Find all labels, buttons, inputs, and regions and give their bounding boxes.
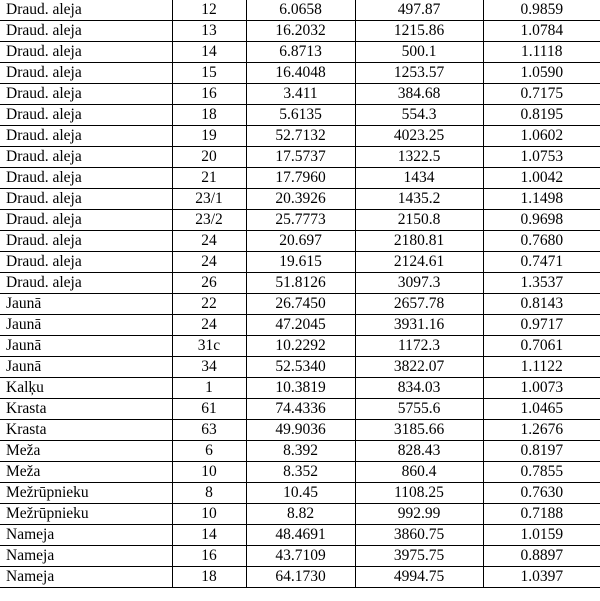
cell-street[interactable]: Nameja [0,546,172,567]
table-row [0,504,600,525]
cell-house-number[interactable]: 12 [172,0,246,21]
cell-street[interactable]: Draud. aleja [0,252,172,273]
cell-house-number[interactable]: 23/2 [172,210,246,231]
cell-street[interactable]: Draud. aleja [0,126,172,147]
cell-ratio[interactable]: 1.1118 [483,42,600,63]
cell-value-a[interactable]: 52.5340 [246,357,355,378]
cell-value-a[interactable]: 26.7450 [246,294,355,315]
table-row [0,126,600,147]
cell-ratio[interactable]: 1.0465 [483,399,600,420]
cell-street[interactable]: Nameja [0,525,172,546]
table-row [0,0,600,21]
table-row [0,189,600,210]
cell-value-b[interactable]: 1172.3 [355,336,483,357]
cell-house-number[interactable]: 31c [172,336,246,357]
cell-house-number[interactable]: 24 [172,315,246,336]
cell-street[interactable]: Draud. aleja [0,42,172,63]
cell-ratio[interactable]: 1.0397 [483,567,600,588]
cell-value-b[interactable]: 1215.86 [355,21,483,42]
table-row [0,567,600,588]
cell-value-a[interactable]: 52.7132 [246,126,355,147]
cell-house-number[interactable]: 19 [172,126,246,147]
cell-value-b[interactable]: 497.87 [355,0,483,21]
table-row [0,42,600,63]
cell-value-a[interactable]: 3.411 [246,84,355,105]
cell-value-b[interactable]: 3860.75 [355,525,483,546]
table-row [0,315,600,336]
cell-value-b[interactable]: 1435.2 [355,189,483,210]
cell-value-a[interactable]: 20.697 [246,231,355,252]
cell-house-number[interactable]: 14 [172,42,246,63]
cell-ratio[interactable]: 1.2676 [483,420,600,441]
cell-value-a[interactable]: 64.1730 [246,567,355,588]
table-row [0,525,600,546]
cell-street[interactable]: Draud. aleja [0,105,172,126]
cell-ratio[interactable]: 1.1122 [483,357,600,378]
table-row [0,168,600,189]
cell-value-a[interactable]: 74.4336 [246,399,355,420]
cell-street[interactable]: Krasta [0,420,172,441]
cell-street[interactable]: Draud. aleja [0,63,172,84]
cell-value-b[interactable]: 3822.07 [355,357,483,378]
cell-ratio[interactable]: 0.7061 [483,336,600,357]
cell-value-a[interactable]: 19.615 [246,252,355,273]
cell-value-a[interactable]: 47.2045 [246,315,355,336]
cell-value-a[interactable]: 10.3819 [246,378,355,399]
cell-ratio[interactable]: 1.1498 [483,189,600,210]
cell-ratio[interactable]: 0.8197 [483,441,600,462]
cell-house-number[interactable]: 23/1 [172,189,246,210]
cell-value-b[interactable]: 3931.16 [355,315,483,336]
table-row [0,462,600,483]
cell-street[interactable]: Jaunā [0,357,172,378]
table-row [0,420,600,441]
cell-ratio[interactable]: 0.7680 [483,231,600,252]
table-row [0,294,600,315]
cell-value-b[interactable]: 834.03 [355,378,483,399]
cell-house-number[interactable]: 18 [172,567,246,588]
cell-street[interactable]: Krasta [0,399,172,420]
cell-value-a[interactable]: 17.5737 [246,147,355,168]
table-row [0,399,600,420]
cell-street[interactable]: Mežrūpnieku [0,483,172,504]
cell-value-b[interactable]: 860.4 [355,462,483,483]
cell-value-a[interactable]: 8.392 [246,441,355,462]
cell-ratio[interactable]: 0.9717 [483,315,600,336]
table-row [0,63,600,84]
cell-street[interactable]: Draud. aleja [0,231,172,252]
cell-value-b[interactable]: 500.1 [355,42,483,63]
cell-house-number[interactable]: 14 [172,525,246,546]
cell-house-number[interactable]: 34 [172,357,246,378]
cell-house-number[interactable]: 24 [172,252,246,273]
cell-street[interactable]: Mežrūpnieku [0,504,172,525]
cell-street[interactable]: Draud. aleja [0,0,172,21]
cell-value-a[interactable]: 51.8126 [246,273,355,294]
cell-house-number[interactable]: 10 [172,462,246,483]
table-row [0,210,600,231]
cell-value-b[interactable]: 2124.61 [355,252,483,273]
table-row [0,105,600,126]
cell-ratio[interactable]: 1.3537 [483,273,600,294]
cell-ratio[interactable]: 0.7175 [483,84,600,105]
table-row [0,147,600,168]
cell-street[interactable]: Draud. aleja [0,84,172,105]
cell-house-number[interactable]: 26 [172,273,246,294]
table-row [0,357,600,378]
cell-house-number[interactable]: 16 [172,84,246,105]
cell-ratio[interactable]: 0.8143 [483,294,600,315]
table-row [0,483,600,504]
table-row [0,441,600,462]
cell-house-number[interactable]: 6 [172,441,246,462]
cell-ratio[interactable]: 1.0073 [483,378,600,399]
cell-house-number[interactable]: 20 [172,147,246,168]
cell-value-a[interactable]: 6.0658 [246,0,355,21]
cell-ratio[interactable]: 1.0602 [483,126,600,147]
cell-street[interactable]: Meža [0,462,172,483]
cell-value-b[interactable]: 2657.78 [355,294,483,315]
cell-ratio[interactable]: 1.0784 [483,21,600,42]
cell-street[interactable]: Kalķu [0,378,172,399]
cell-value-b[interactable]: 1434 [355,168,483,189]
cell-house-number[interactable]: 13 [172,21,246,42]
cell-ratio[interactable]: 0.7855 [483,462,600,483]
cell-value-b[interactable]: 2180.81 [355,231,483,252]
cell-value-a[interactable]: 48.4691 [246,525,355,546]
cell-house-number[interactable]: 16 [172,546,246,567]
cell-ratio[interactable]: 0.8897 [483,546,600,567]
cell-value-b[interactable]: 3097.3 [355,273,483,294]
cell-ratio[interactable]: 1.0753 [483,147,600,168]
cell-value-b[interactable]: 828.43 [355,441,483,462]
cell-value-a[interactable]: 6.8713 [246,42,355,63]
table-row [0,378,600,399]
cell-ratio[interactable]: 1.0159 [483,525,600,546]
cell-value-a[interactable]: 5.6135 [246,105,355,126]
cell-value-b[interactable]: 384.68 [355,84,483,105]
cell-house-number[interactable]: 15 [172,63,246,84]
cell-ratio[interactable]: 0.7630 [483,483,600,504]
table-row [0,231,600,252]
cell-value-a[interactable]: 25.7773 [246,210,355,231]
cell-street[interactable]: Draud. aleja [0,189,172,210]
cell-street[interactable]: Draud. aleja [0,273,172,294]
cell-street[interactable]: Draud. aleja [0,210,172,231]
cell-value-a[interactable]: 8.352 [246,462,355,483]
cell-value-b[interactable]: 2150.8 [355,210,483,231]
cell-value-b[interactable]: 1322.5 [355,147,483,168]
table-row [0,273,600,294]
cell-value-b[interactable]: 1253.57 [355,63,483,84]
cell-street[interactable]: Nameja [0,567,172,588]
table-row [0,84,600,105]
cell-house-number[interactable]: 24 [172,231,246,252]
cell-value-a[interactable]: 16.2032 [246,21,355,42]
cell-value-a[interactable]: 8.82 [246,504,355,525]
cell-house-number[interactable]: 61 [172,399,246,420]
cell-value-b[interactable]: 3975.75 [355,546,483,567]
cell-house-number[interactable]: 21 [172,168,246,189]
table-row [0,21,600,42]
cell-ratio[interactable]: 0.8195 [483,105,600,126]
cell-value-b[interactable]: 4023.25 [355,126,483,147]
cell-ratio[interactable]: 0.7471 [483,252,600,273]
cell-value-b[interactable]: 5755.6 [355,399,483,420]
cell-ratio[interactable]: 0.7188 [483,504,600,525]
cell-ratio[interactable]: 0.9859 [483,0,600,21]
cell-value-a[interactable]: 10.45 [246,483,355,504]
cell-house-number[interactable]: 10 [172,504,246,525]
cell-street[interactable]: Draud. aleja [0,147,172,168]
cell-street[interactable]: Draud. aleja [0,168,172,189]
cell-street[interactable]: Meža [0,441,172,462]
cell-value-b[interactable]: 1108.25 [355,483,483,504]
cell-street[interactable]: Jaunā [0,315,172,336]
cell-street[interactable]: Draud. aleja [0,21,172,42]
cell-ratio[interactable]: 1.0042 [483,168,600,189]
cell-house-number[interactable]: 18 [172,105,246,126]
cell-value-a[interactable]: 20.3926 [246,189,355,210]
table-row [0,336,600,357]
table-row [0,546,600,567]
table-row [0,252,600,273]
cell-value-a[interactable]: 16.4048 [246,63,355,84]
cell-ratio[interactable]: 1.0590 [483,63,600,84]
cell-house-number[interactable]: 63 [172,420,246,441]
cell-value-b[interactable]: 992.99 [355,504,483,525]
cell-value-a[interactable]: 43.7109 [246,546,355,567]
cell-house-number[interactable]: 1 [172,378,246,399]
cell-street[interactable]: Jaunā [0,336,172,357]
cell-value-a[interactable]: 10.2292 [246,336,355,357]
cell-value-a[interactable]: 17.7960 [246,168,355,189]
cell-street[interactable]: Jaunā [0,294,172,315]
cell-value-b[interactable]: 3185.66 [355,420,483,441]
cell-house-number[interactable]: 22 [172,294,246,315]
cell-house-number[interactable]: 8 [172,483,246,504]
cell-ratio[interactable]: 0.9698 [483,210,600,231]
cell-value-b[interactable]: 554.3 [355,105,483,126]
cell-value-a[interactable]: 49.9036 [246,420,355,441]
cell-value-b[interactable]: 4994.75 [355,567,483,588]
